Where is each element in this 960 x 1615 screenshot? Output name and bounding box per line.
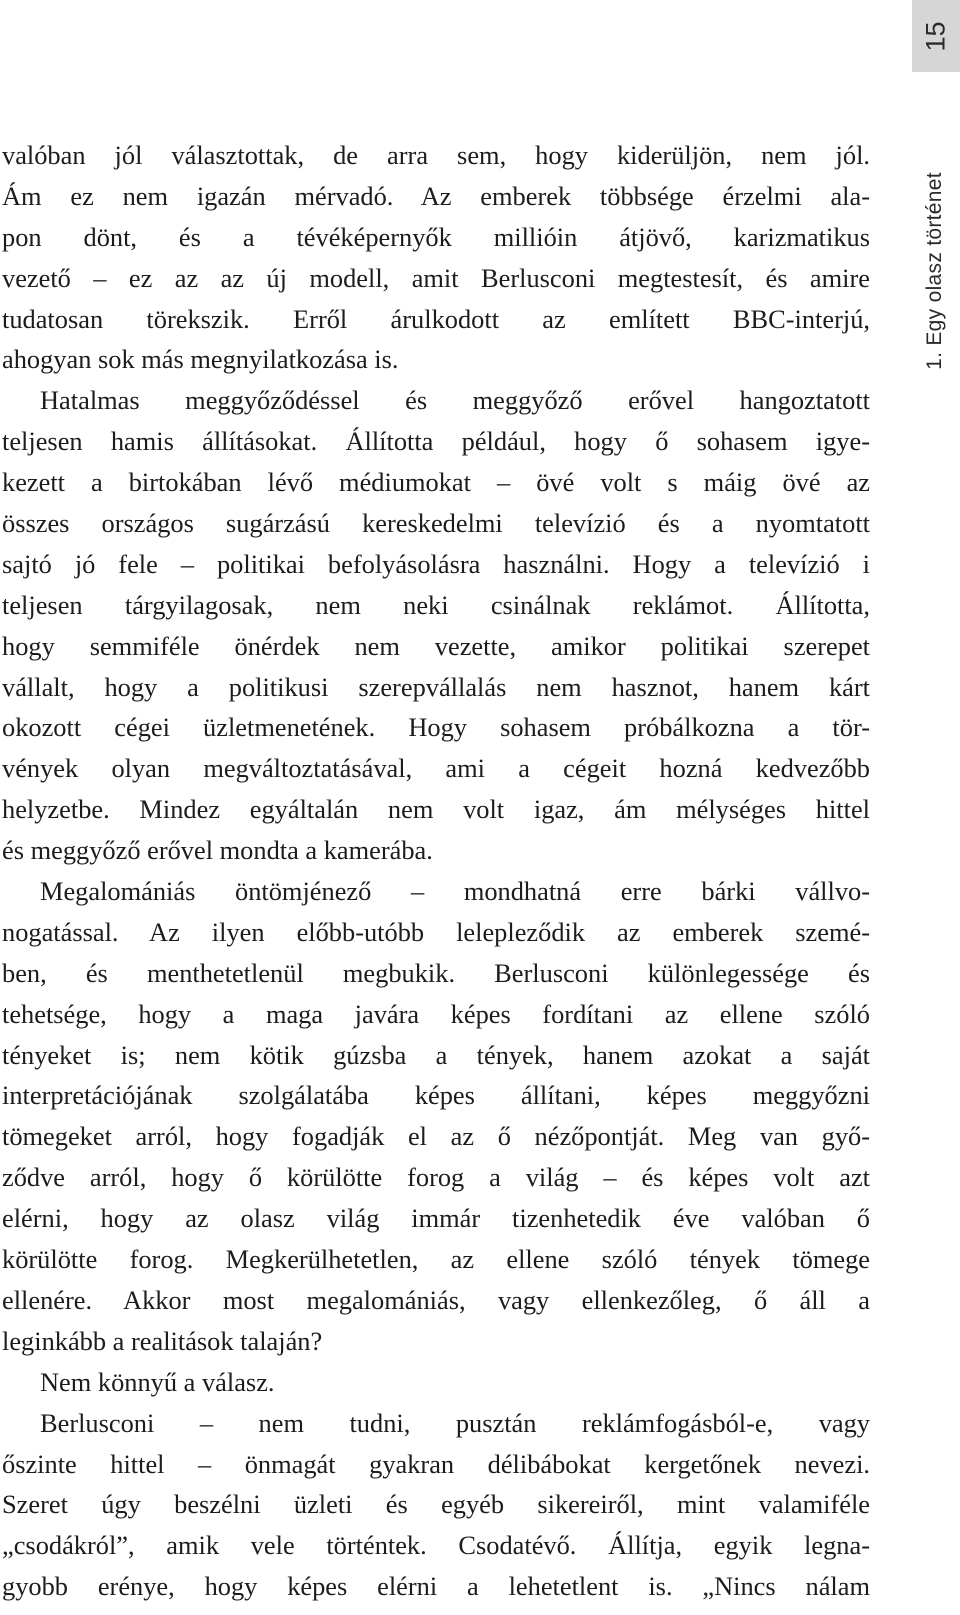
text-line: ellenére. Akkor most megalomániás, vagy ellenkezőleg, ő áll a xyxy=(2,1284,870,1315)
text-line: őszinte hittel – önmagát gyakran délibábokat kergetőnek nevezi. xyxy=(2,1448,870,1479)
text-line: gyobb erénye, hogy képes elérni a lehetetlent is. „Nincs nálam xyxy=(2,1571,870,1602)
text-line: Berlusconi – nem tudni, pusztán reklámfogásból-e, vagy xyxy=(40,1407,870,1438)
text-line: sajtó jó fele – politikai befolyásolásra használni. Hogy a televízió i xyxy=(2,548,870,579)
text-line: interpretációjának szolgálatába képes állítani, képes meggyőzni xyxy=(2,1080,870,1111)
text-line: körülötte forog. Megkerülhetetlen, az ellene szóló tények tömege xyxy=(2,1244,870,1275)
text-line: tömegeket arról, hogy fogadják el az ő nézőpontját. Meg van győ- xyxy=(2,1121,870,1152)
text-line: teljesen tárgyilagosak, nem neki csinálnak reklámot. Állította, xyxy=(2,589,870,620)
text-line: elérni, hogy az olasz világ immár tizenhetedik éve valóban ő xyxy=(2,1203,870,1234)
text-line: ahogyan sok más megnyilatkozása is. xyxy=(2,344,399,375)
text-line: összes országos sugárzású kereskedelmi televízió és a nyomtatott xyxy=(2,508,870,539)
text-line: Szeret úgy beszélni üzleti és egyéb sikereiről, mint valamiféle xyxy=(2,1489,870,1520)
text-line: és meggyőző erővel mondta a kamerába. xyxy=(2,835,433,866)
text-line: Nem könnyű a válasz. xyxy=(40,1366,275,1397)
page-number-text: 15 xyxy=(920,20,951,52)
text-line: Ám ez nem igazán mérvadó. Az emberek többsége érzelmi ala- xyxy=(2,180,870,211)
body-text xyxy=(2,135,870,1607)
text-line: Hatalmas meggyőződéssel és meggyőző erővel hangoztatott xyxy=(40,385,870,416)
text-line: okozott cégei üzletmenetének. Hogy sohasem próbálkozna a tör- xyxy=(2,712,870,743)
text-line: tehetsége, hogy a maga javára képes fordítani az ellene szóló xyxy=(2,998,870,1029)
text-line: ződve arról, hogy ő körülötte forog a világ – és képes volt azt xyxy=(2,1162,870,1193)
text-line: teljesen hamis állításokat. Állította például, hogy ő sohasem igye- xyxy=(2,426,870,457)
text-line: ben, és menthetetlenül megbukik. Berlusconi különlegessége és xyxy=(2,957,870,988)
text-line: hogy semmiféle önérdek nem vezette, amikor politikai szerepet xyxy=(2,630,870,661)
text-line: kezett a birtokában lévő médiumokat – övé volt s máig övé az xyxy=(2,467,870,498)
page-number xyxy=(912,0,960,72)
text-line: leginkább a realitások talaján? xyxy=(2,1325,323,1356)
text-line: helyzetbe. Mindez egyáltalán nem volt igaz, ám mélységes hittel xyxy=(2,794,870,825)
text-line: nogatással. Az ilyen előbb-utóbb lelepleződik az emberek szemé- xyxy=(2,916,870,947)
text-line: „csodákról”, amik vele történtek. Csodatévő. Állítja, egyik legna- xyxy=(2,1530,870,1561)
text-line: tényeket is; nem kötik gúzsba a tények, hanem azokat a saját xyxy=(2,1039,870,1070)
text-line: pon dönt, és a tévéképernyők millióin átjövő, karizmatikus xyxy=(2,221,870,252)
text-line: tudatosan törekszik. Erről árulkodott az említett BBC-interjú, xyxy=(2,303,870,334)
running-head-text: 1. Egy olasz történet xyxy=(923,171,946,370)
text-line: vállalt, hogy a politikusi szerepvállalás nem hasznot, hanem kárt xyxy=(2,671,870,702)
running-head xyxy=(913,148,957,393)
text-line: vezető – ez az az új modell, amit Berlusconi megtestesít, és amire xyxy=(2,262,870,293)
text-line: vények olyan megváltoztatásával, ami a cégeit hozná kedvezőbb xyxy=(2,753,870,784)
text-line: valóban jól választottak, de arra sem, hogy kiderüljön, nem jól. xyxy=(2,140,870,170)
text-line: Megalomániás öntömjénező – mondhatná erre bárki vállvo- xyxy=(40,876,870,907)
